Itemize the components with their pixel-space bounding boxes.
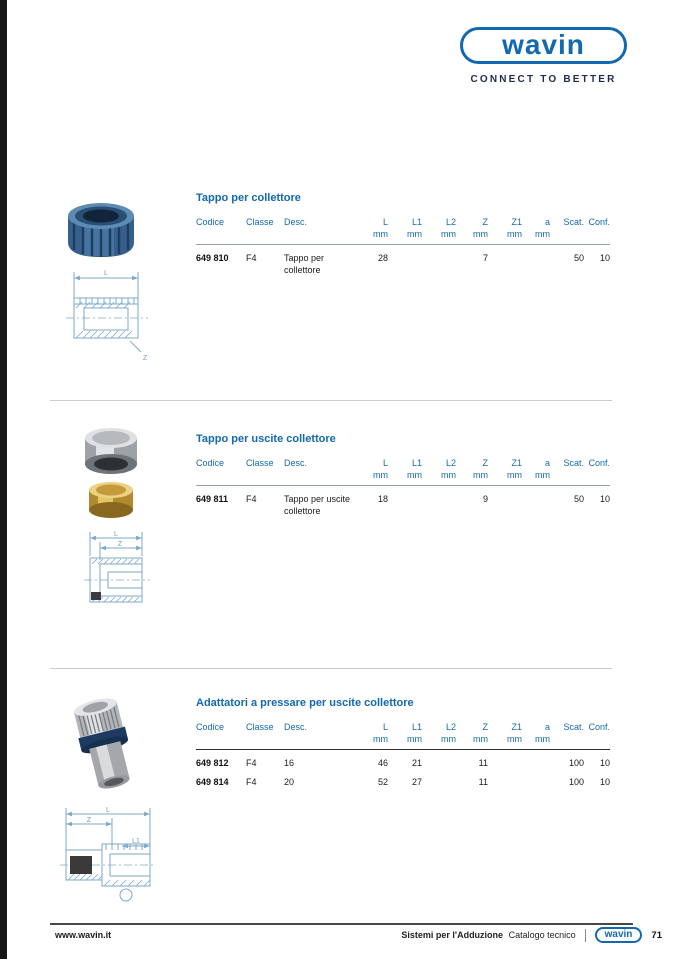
cell-desc: 20 xyxy=(284,776,295,787)
section-title-tappo-uscite: Tappo per uscite collettore xyxy=(196,433,336,445)
product-photo-tappo-collettore xyxy=(62,196,140,269)
col-header-codice: Codice xyxy=(196,217,225,227)
col-header-z1: Z1 mm xyxy=(507,722,522,745)
cell-a xyxy=(522,772,550,791)
col-header-scat: Scat. xyxy=(563,217,584,227)
cell-z1 xyxy=(488,245,522,279)
cell-scat: 50 xyxy=(573,253,584,264)
col-header-classe: Classe xyxy=(246,458,274,468)
cell-l: 28 xyxy=(377,253,388,264)
table-row xyxy=(196,750,610,772)
dim-label-l: L xyxy=(104,270,108,277)
cell-z1 xyxy=(488,750,522,772)
col-header-l1: L1 mm xyxy=(407,458,422,481)
col-header-l1: L1 mm xyxy=(407,217,422,240)
technical-drawing-tappo-uscite xyxy=(78,530,158,631)
cell-a xyxy=(522,245,550,279)
brand-tagline: CONNECT TO BETTER xyxy=(470,74,617,85)
product-photo-adattatore xyxy=(66,698,144,801)
col-header-l2: L2 mm xyxy=(441,722,456,745)
cell-z1 xyxy=(488,486,522,520)
cell-l1: 21 xyxy=(411,758,422,769)
section-title-adattatori: Adattatori a pressare per uscite collettore xyxy=(196,697,414,709)
cell-conf: 10 xyxy=(599,494,610,505)
col-header-z1: Z1 mm xyxy=(507,217,522,240)
dim-label-l1: L1 xyxy=(132,838,140,845)
cell-l1 xyxy=(388,245,422,279)
footer-right-group xyxy=(401,927,662,943)
col-header-l: L mm xyxy=(373,217,388,240)
col-header-l: L mm xyxy=(373,722,388,745)
technical-drawing-adattatore xyxy=(56,806,160,911)
cell-l: 52 xyxy=(377,776,388,787)
cell-z: 11 xyxy=(478,776,488,787)
col-header-z: Z mm xyxy=(473,217,488,240)
cell-z1 xyxy=(488,772,522,791)
footer-wavin-logo-text: wavin xyxy=(604,929,633,940)
footer-separator xyxy=(585,929,586,942)
cell-codice: 649 810 xyxy=(196,253,229,264)
col-header-l: L mm xyxy=(373,458,388,481)
spec-table-tappo-collettore xyxy=(196,216,610,279)
col-header-l2: L2 mm xyxy=(441,458,456,481)
header-row xyxy=(196,216,610,245)
cell-z: 9 xyxy=(482,494,488,505)
cell-a xyxy=(522,486,550,520)
col-header-scat: Scat. xyxy=(563,458,584,468)
cell-codice: 649 811 xyxy=(196,494,229,505)
footer-rule xyxy=(50,923,633,925)
header-row xyxy=(196,721,610,750)
dim-label-l: L xyxy=(106,807,110,814)
col-header-desc: Desc. xyxy=(284,722,308,732)
cell-scat: 100 xyxy=(568,776,584,787)
cell-z: 7 xyxy=(482,253,488,264)
spec-table-tappo-uscite xyxy=(196,457,610,520)
col-header-a: a mm xyxy=(535,722,550,745)
cell-codice: 649 812 xyxy=(196,758,229,769)
cell-l2 xyxy=(422,772,456,791)
cross-section-drawing-icon xyxy=(58,268,156,364)
cell-classe: F4 xyxy=(246,494,257,505)
col-header-desc: Desc. xyxy=(284,217,308,227)
col-header-z: Z mm xyxy=(473,722,488,745)
section-title-tappo-collettore: Tappo per collettore xyxy=(196,192,301,204)
cross-section-drawing-icon xyxy=(56,806,160,906)
dim-label-z: Z xyxy=(143,355,148,362)
cell-l1 xyxy=(388,486,422,520)
cell-l1: 27 xyxy=(411,776,422,787)
footer-doc-title-regular: Catalogo tecnico xyxy=(508,930,576,940)
brand-block xyxy=(460,27,627,85)
col-header-classe: Classe xyxy=(246,722,274,732)
col-header-desc: Desc. xyxy=(284,458,308,468)
table-row xyxy=(196,772,610,791)
product-photo-tappo-uscite xyxy=(82,426,140,531)
col-header-codice: Codice xyxy=(196,722,225,732)
col-header-conf: Conf. xyxy=(588,217,610,227)
footer-doc-title-bold: Sistemi per l'Adduzione xyxy=(401,930,504,940)
footer-wavin-logo xyxy=(595,927,643,943)
technical-drawing-tappo-collettore xyxy=(58,268,156,369)
cell-classe: F4 xyxy=(246,253,257,264)
col-header-classe: Classe xyxy=(246,217,274,227)
col-header-conf: Conf. xyxy=(588,722,610,732)
metal-caps-photo-icon xyxy=(82,426,140,526)
cell-desc: Tappo per collettore xyxy=(284,253,325,275)
wavin-logo xyxy=(460,27,627,64)
col-header-l1: L1 mm xyxy=(407,722,422,745)
cell-desc: Tappo per uscite collettore xyxy=(284,494,351,516)
cell-conf: 10 xyxy=(599,776,610,787)
col-header-z1: Z1 mm xyxy=(507,458,522,481)
col-header-a: a mm xyxy=(535,217,550,240)
cell-classe: F4 xyxy=(246,758,257,769)
cell-l2 xyxy=(422,750,456,772)
cell-l: 46 xyxy=(377,758,388,769)
col-header-z: Z mm xyxy=(473,458,488,481)
cell-z: 11 xyxy=(478,758,488,769)
cell-a xyxy=(522,750,550,772)
cell-classe: F4 xyxy=(246,776,257,787)
blue-cap-photo-icon xyxy=(62,196,140,264)
section-divider xyxy=(50,668,612,669)
dim-label-z: Z xyxy=(86,817,92,824)
cell-codice: 649 814 xyxy=(196,776,229,787)
cross-section-drawing-icon xyxy=(78,530,158,626)
cell-desc: 16 xyxy=(284,758,295,769)
dim-label-z: Z xyxy=(117,541,123,548)
cell-conf: 10 xyxy=(599,253,610,264)
header-row xyxy=(196,457,610,486)
page-number: 71 xyxy=(651,929,662,941)
cell-l2 xyxy=(422,486,456,520)
spec-table-adattatori xyxy=(196,721,610,791)
footer-doc-title xyxy=(401,930,575,940)
cell-scat: 100 xyxy=(568,758,584,769)
press-adapter-photo-icon xyxy=(66,698,144,796)
table-row xyxy=(196,245,610,279)
col-header-conf: Conf. xyxy=(588,458,610,468)
col-header-l2: L2 mm xyxy=(441,217,456,240)
footer-website-link[interactable]: www.wavin.it xyxy=(55,930,112,940)
cell-l: 18 xyxy=(377,494,388,505)
section-divider xyxy=(50,400,612,401)
cell-conf: 10 xyxy=(599,758,610,769)
cell-l2 xyxy=(422,245,456,279)
wavin-logo-text: wavin xyxy=(502,28,585,60)
table-row xyxy=(196,486,610,520)
dim-label-l: L xyxy=(114,531,118,538)
col-header-a: a mm xyxy=(535,458,550,481)
col-header-scat: Scat. xyxy=(563,722,584,732)
page-edge-bar xyxy=(0,0,7,959)
cell-scat: 50 xyxy=(573,494,584,505)
col-header-codice: Codice xyxy=(196,458,225,468)
